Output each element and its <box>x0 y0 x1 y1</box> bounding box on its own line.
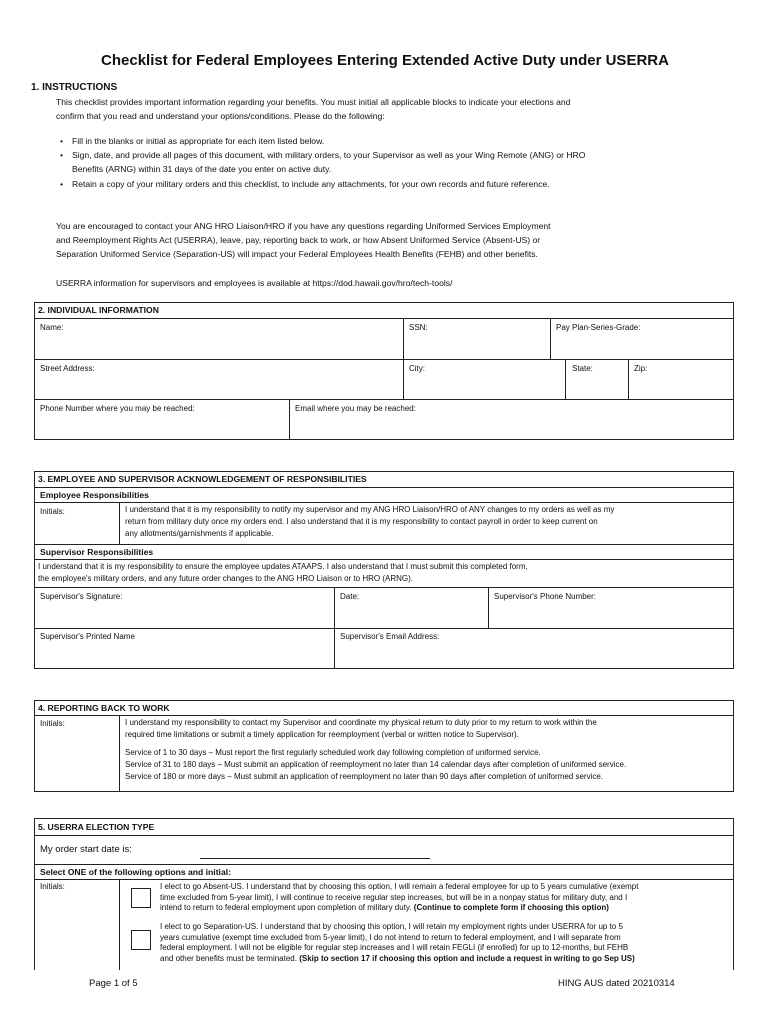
s4-initials-field[interactable]: Initials: <box>40 719 65 728</box>
s1-contact-3: Separation Uniformed Service (Separation-US) will impact your Federal Employees Health Benefits (FEHB) and other benefits. <box>56 249 538 259</box>
name-field[interactable]: Name: <box>40 323 64 332</box>
s4-rule-1: Service of 1 to 30 days – Must report the first regularly scheduled work day following completion of uniformed service. <box>125 748 541 757</box>
s1-bullet-list <box>56 134 736 162</box>
ssn-field[interactable]: SSN: <box>409 323 428 332</box>
separation-us-note: (Skip to section 17 if choosing this option and include a request in writing to go Sep US) <box>299 953 635 963</box>
supervisor-resp-text-2: the employee's military orders, and any future order changes to the ANG HRO Liaison or to HRO (ARNG). <box>38 574 414 583</box>
document-id: HING AUS dated 20210314 <box>558 978 675 989</box>
absent-us-text-3a: intend to return to federal employment upon completion of military duty. <box>160 903 412 912</box>
employee-resp-text-2: return from military duty once my orders end. I also understand that it is my responsibility to contact payroll in order to keep current on <box>125 517 598 526</box>
pay-plan-field[interactable]: Pay Plan-Series-Grade: <box>556 323 641 332</box>
city-field[interactable]: City: <box>409 364 425 373</box>
absent-us-text-2: time excluded from 5-year limit), I will continue to receive regular step increases, but will be in a nonpay status for military duty, and I <box>160 892 628 902</box>
s1-contact-1: You are encouraged to contact your ANG HRO Liaison/HRO if you have any questions regarding Uniformed Services Employment <box>56 221 551 231</box>
supervisor-email-field[interactable]: Supervisor's Email Address: <box>340 632 440 641</box>
absent-us-checkbox[interactable] <box>131 888 151 908</box>
s1-contact-2: and Reemployment Rights Act (USERRA), leave, pay, reporting back to work, or how Absent Uniformed Service (Absent-US) or <box>56 235 541 245</box>
page-title: Checklist for Federal Employees Entering Extended Active Duty under USERRA <box>101 52 669 69</box>
supervisor-signature-field[interactable]: Supervisor's Signature: <box>40 592 123 601</box>
date-field[interactable]: Date: <box>340 592 360 601</box>
order-start-date-input[interactable] <box>200 858 430 859</box>
supervisor-phone-field[interactable]: Supervisor's Phone Number: <box>494 592 597 601</box>
s1-intro-1: This checklist provides important information regarding your benefits. You must initial all applicable blocks to indicate your elections and <box>56 97 571 107</box>
separation-us-text-4 <box>160 954 635 965</box>
employee-resp-text-1: I understand that it is my responsibility to notify my supervisor and my ANG HRO Liaison/HRO of ANY changes to my orders as well as my <box>125 505 615 514</box>
s3-heading: 3. EMPLOYEE AND SUPERVISOR ACKNOWLEDGEMENT OF RESPONSIBILITIES <box>38 474 367 484</box>
separation-us-text-1: I elect to go Separation-US. I understand that by choosing this option, I will retain my employment rights under USERRA for up to 5 <box>160 922 623 931</box>
s1-info-link[interactable]: USERRA information for supervisors and employees is available at https://dod.hawaii.gov/hro/tech-tools/ <box>56 278 453 288</box>
s1-bullet-2-cont: Benefits (ARNG) within 31 days of the date you enter on active duty. <box>72 164 332 174</box>
s2-heading: 2. INDIVIDUAL INFORMATION <box>38 305 159 315</box>
separation-us-text-2: years cumulative (exempt time excluded from 5-year limit), I do not intend to return to federal employment, and I will separate from <box>160 932 621 942</box>
zip-field[interactable]: Zip: <box>634 364 648 373</box>
select-option-heading: Select ONE of the following options and initial: <box>40 867 231 877</box>
email-field[interactable]: Email where you may be reached: <box>295 404 416 413</box>
s5-heading: 5. USERRA ELECTION TYPE <box>38 822 155 832</box>
separation-us-text-3: federal employment. I will not be eligible for regular step increases and I will retain FEGLI (if enrolled) for up to 12-months, but FEHB <box>160 943 629 952</box>
s4-rule-3: Service of 180 or more days – Must submit an application of reemployment no later than 90 days after completion of uniformed service. <box>125 772 604 781</box>
separation-us-text-4a: and other benefits must be terminated. <box>160 953 297 963</box>
supervisor-resp-text-1: I understand that it is my responsibility to ensure the employee updates ATAAPS. I also understand that I must submit this completed form, <box>38 562 528 571</box>
phone-field[interactable]: Phone Number where you may be reached: <box>40 404 195 413</box>
separation-us-checkbox[interactable] <box>131 930 151 950</box>
s1-bullet-2: • Sign, date, and provide all pages of this document, with military orders, to your Supervisor as well as your Wing Remote (ANG) or HRO <box>56 148 736 162</box>
s1-bullet-3: • Retain a copy of your military orders and this checklist, to include any attachments, for your own records and future reference. <box>56 177 736 191</box>
s5-initials-field[interactable]: Initials: <box>40 882 65 891</box>
s4-text-2: required time limitations or submit a timely application for reemployment (verbal or written notice to Supervisor). <box>125 730 519 739</box>
s4-text-1: I understand my responsibility to contact my Supervisor and coordinate my physical return to duty prior to my return to work within the <box>125 718 597 727</box>
order-start-date-label: My order start date is: <box>40 844 132 855</box>
s1-bullet-1: • Fill in the blanks or initial as appropriate for each item listed below. <box>56 134 736 148</box>
absent-us-text-1: I elect to go Absent-US. I understand that by choosing this option, I will remain a federal employee for up to 5 years cumulative (exempt <box>160 882 639 891</box>
street-address-field[interactable]: Street Address: <box>40 364 95 373</box>
supervisor-printed-name-field[interactable]: Supervisor's Printed Name <box>40 632 135 641</box>
s1-intro-2: confirm that you read and understand your options/conditions. Please do the following: <box>56 111 385 121</box>
employee-resp-text-3: any allotments/garnishments if applicable. <box>125 529 274 538</box>
s4-rule-2: Service of 31 to 180 days – Must submit an application of reemployment no later than 14 calendar days after completion of uniformed service. <box>125 760 627 769</box>
employee-initials-field[interactable]: Initials: <box>40 507 65 516</box>
employee-responsibilities-heading: Employee Responsibilities <box>40 490 149 500</box>
s1-bullet-list-2 <box>56 177 736 191</box>
s1-heading: 1. INSTRUCTIONS <box>31 82 118 93</box>
page-number: Page 1 of 5 <box>89 978 138 989</box>
state-field[interactable]: State: <box>572 364 593 373</box>
absent-us-note: (Continue to complete form if choosing this option) <box>413 903 609 912</box>
s4-heading: 4. REPORTING BACK TO WORK <box>38 703 170 713</box>
supervisor-responsibilities-heading: Supervisor Responsibilities <box>40 547 154 557</box>
absent-us-text-3 <box>160 903 609 914</box>
